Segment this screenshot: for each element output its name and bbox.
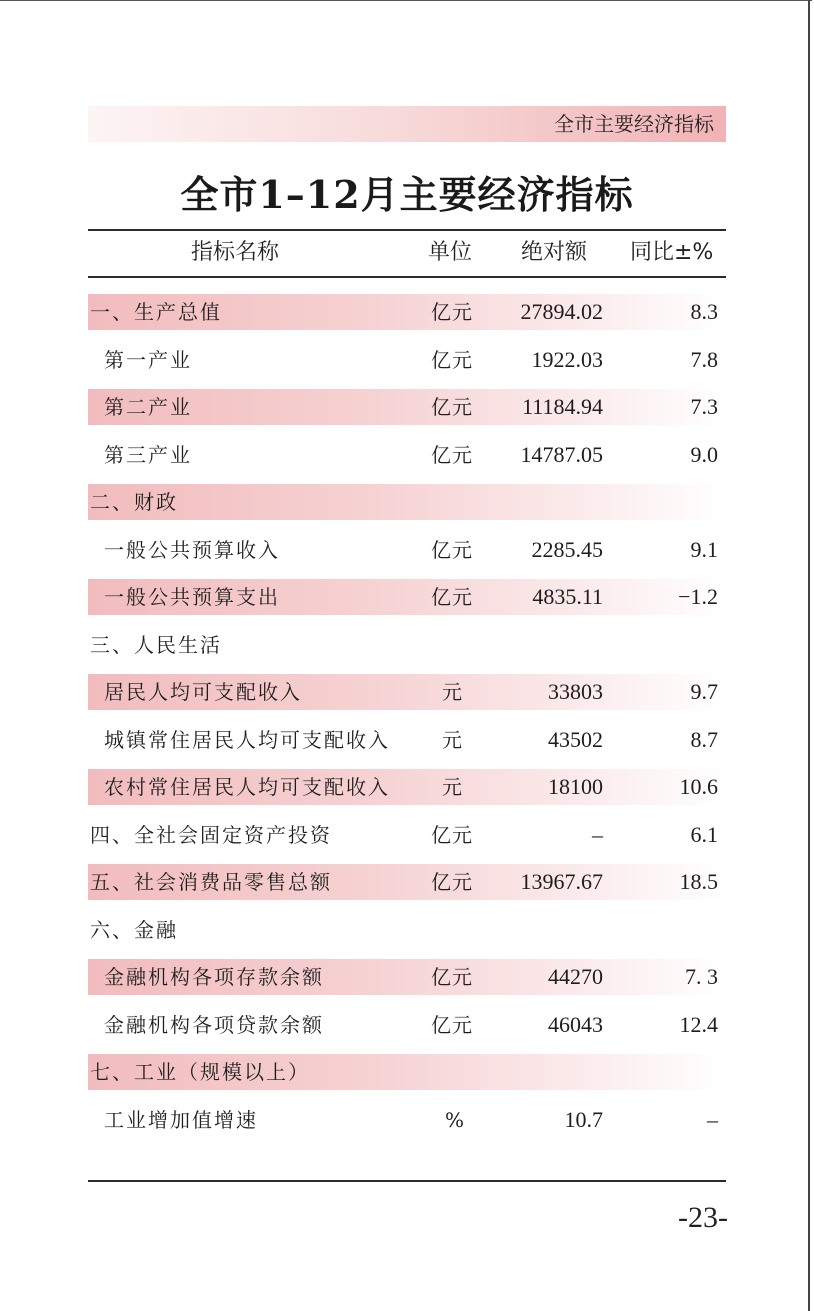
table-row <box>88 954 726 1002</box>
row-absolute: 14787.05 <box>520 441 603 467</box>
row-absolute: 33803 <box>548 679 603 704</box>
row-name: 金融机构各项存款余额 <box>104 965 324 989</box>
row-absolute: 27894.02 <box>520 299 603 324</box>
row-yoy: 7.3 <box>690 394 718 419</box>
row-name: 第二产业 <box>104 395 192 419</box>
row-absolute: 18100 <box>548 774 603 799</box>
row-unit: 亿元 <box>431 585 473 609</box>
row-name: 居民人均可支配收入 <box>104 680 302 704</box>
table-row <box>88 384 726 432</box>
column-header-absolute: 绝对额 <box>521 240 588 265</box>
row-name: 一般公共预算收入 <box>104 537 280 562</box>
table-header <box>88 232 726 274</box>
table-row <box>88 337 726 385</box>
row-absolute: 2285.45 <box>531 536 603 562</box>
table-row <box>88 622 726 670</box>
table-row <box>88 717 726 765</box>
row-unit: 亿元 <box>431 965 473 989</box>
row-name: 三、人民生活 <box>90 632 222 657</box>
row-yoy: 12.4 <box>679 1011 718 1037</box>
row-unit: 亿元 <box>431 395 473 419</box>
row-absolute: 10.7 <box>564 1106 603 1132</box>
table-row <box>88 1049 726 1097</box>
row-yoy: – <box>707 1106 718 1132</box>
row-name: 一般公共预算支出 <box>104 585 280 609</box>
row-name: 金融机构各项贷款余额 <box>104 1012 324 1037</box>
row-yoy: 8.3 <box>690 299 718 324</box>
row-name: 第一产业 <box>104 347 192 372</box>
table-row <box>88 1002 726 1050</box>
page-frame-top <box>0 0 812 1</box>
row-absolute: 11184.94 <box>522 394 603 419</box>
column-header-name: 指标名称 <box>191 240 280 265</box>
row-absolute: 1922.03 <box>531 346 603 372</box>
row-absolute: 43502 <box>548 726 603 752</box>
row-yoy: 9.0 <box>690 441 718 467</box>
indicator-table <box>88 289 726 1144</box>
table-row <box>88 812 726 860</box>
row-name: 四、全社会固定资产投资 <box>90 822 332 847</box>
table-top-rule <box>88 229 726 231</box>
table-row <box>88 479 726 527</box>
row-name: 一、生产总值 <box>90 300 222 324</box>
table-row <box>88 574 726 622</box>
row-unit: 亿元 <box>431 300 473 324</box>
row-yoy: 7.8 <box>690 346 718 372</box>
column-header-yoy: 同比±% <box>630 240 714 265</box>
table-row <box>88 289 726 337</box>
row-unit: 元 <box>442 680 463 704</box>
row-unit: 亿元 <box>431 1012 473 1037</box>
row-yoy: −1.2 <box>678 584 718 609</box>
row-name: 城镇常住居民人均可支配收入 <box>104 727 390 752</box>
row-name: 农村常住居民人均可支配收入 <box>104 775 390 799</box>
row-unit: 亿元 <box>431 442 473 467</box>
column-header-unit: 单位 <box>428 240 473 265</box>
row-yoy: 18.5 <box>679 869 718 894</box>
row-absolute: 44270 <box>548 964 603 989</box>
table-row <box>88 859 726 907</box>
table-header-rule <box>88 276 726 278</box>
table-row <box>88 907 726 955</box>
row-unit: 元 <box>442 775 463 799</box>
row-absolute: – <box>592 821 603 847</box>
row-unit: % <box>445 1107 466 1132</box>
row-unit: 亿元 <box>431 347 473 372</box>
row-name: 五、社会消费品零售总额 <box>90 870 332 894</box>
row-yoy: 10.6 <box>679 774 718 799</box>
row-unit: 元 <box>442 727 463 752</box>
row-unit: 亿元 <box>431 537 473 562</box>
table-row <box>88 527 726 575</box>
row-name: 二、财政 <box>90 490 178 514</box>
table-row <box>88 432 726 480</box>
page-number: -23- <box>678 1201 728 1234</box>
row-yoy: 6.1 <box>690 821 718 847</box>
row-yoy: 9.1 <box>690 536 718 562</box>
table-row <box>88 1097 726 1145</box>
row-unit: 亿元 <box>431 822 473 847</box>
row-name: 六、金融 <box>90 917 178 942</box>
row-yoy: 9.7 <box>690 679 718 704</box>
table-row <box>88 764 726 812</box>
section-label: 全市主要经济指标 <box>554 112 714 136</box>
row-absolute: 46043 <box>548 1011 603 1037</box>
row-highlight <box>88 484 726 520</box>
table-row <box>88 669 726 717</box>
row-name: 第三产业 <box>104 442 192 467</box>
row-name: 七、工业（规模以上） <box>90 1060 310 1084</box>
row-yoy: 8.7 <box>690 726 718 752</box>
row-yoy: 7. 3 <box>685 964 718 989</box>
row-absolute: 4835.11 <box>532 584 603 609</box>
section-banner <box>88 106 726 142</box>
page-title: 全市1–12月主要经济指标 <box>180 172 634 217</box>
row-unit: 亿元 <box>431 870 473 894</box>
row-name: 工业增加值增速 <box>104 1107 258 1132</box>
row-absolute: 13967.67 <box>520 869 603 894</box>
table-bottom-rule <box>88 1180 726 1182</box>
